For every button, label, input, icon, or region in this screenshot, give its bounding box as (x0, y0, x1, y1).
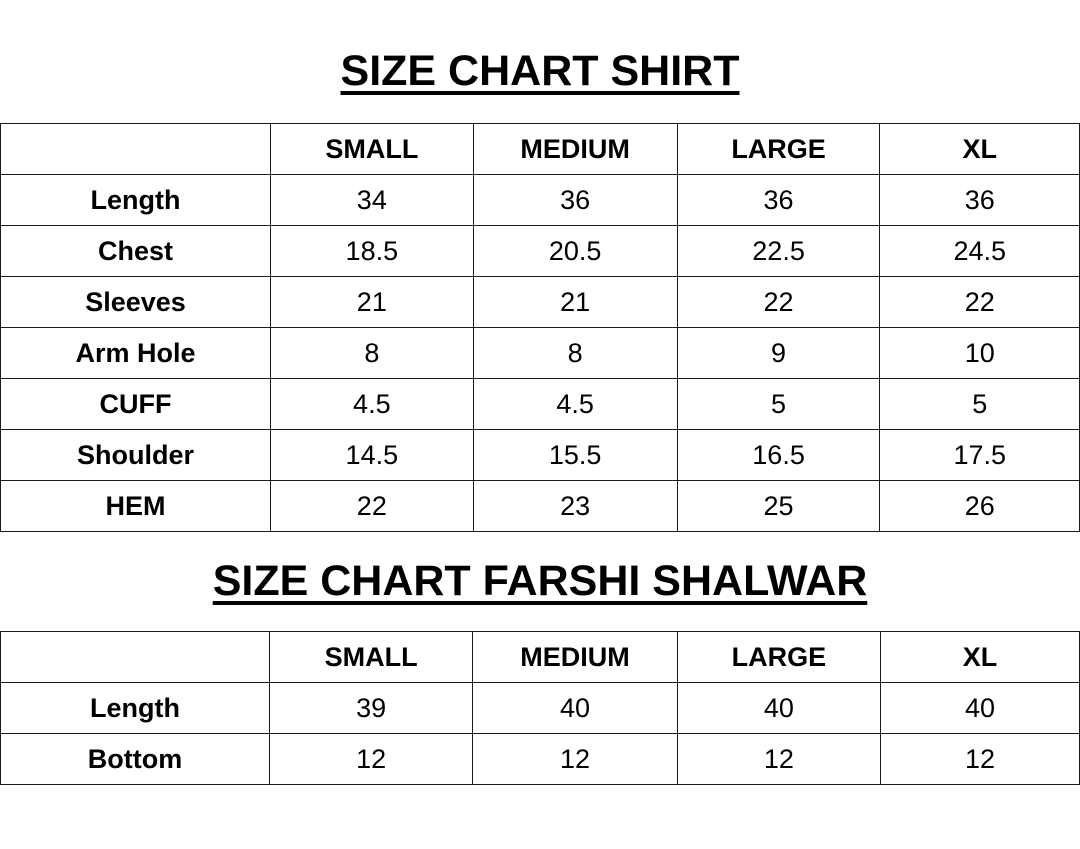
cell-large: 5 (677, 379, 880, 430)
header-cell-xl: XL (880, 124, 1080, 175)
table-row (1, 379, 1080, 430)
row-label: Arm Hole (1, 328, 271, 379)
shirt-size-table (0, 123, 1080, 532)
table-row (1, 683, 1080, 734)
cell-small: 39 (270, 683, 473, 734)
header-cell-medium: MEDIUM (473, 632, 677, 683)
table-row (1, 175, 1080, 226)
cell-medium: 8 (473, 328, 677, 379)
header-cell-small: SMALL (270, 632, 473, 683)
cell-xl: 36 (880, 175, 1080, 226)
row-label: Length (1, 683, 270, 734)
table-row (1, 277, 1080, 328)
cell-xl: 26 (880, 481, 1080, 532)
row-label: Shoulder (1, 430, 271, 481)
row-label: Chest (1, 226, 271, 277)
cell-medium: 12 (473, 734, 677, 785)
cell-small: 18.5 (270, 226, 473, 277)
cell-small: 12 (270, 734, 473, 785)
header-cell-xl: XL (881, 632, 1080, 683)
cell-large: 22 (677, 277, 880, 328)
cell-small: 14.5 (270, 430, 473, 481)
cell-medium: 40 (473, 683, 677, 734)
cell-small: 4.5 (270, 379, 473, 430)
row-label: HEM (1, 481, 271, 532)
header-cell-blank (1, 124, 271, 175)
row-label: Sleeves (1, 277, 271, 328)
table-row (1, 430, 1080, 481)
header-cell-blank (1, 632, 270, 683)
cell-large: 36 (677, 175, 880, 226)
shirt-chart-title: SIZE CHART SHIRT (340, 47, 740, 95)
table-header-row (1, 124, 1080, 175)
cell-xl: 10 (880, 328, 1080, 379)
header-cell-large: LARGE (677, 124, 880, 175)
row-label: Bottom (1, 734, 270, 785)
cell-medium: 15.5 (473, 430, 677, 481)
table-row (1, 481, 1080, 532)
cell-large: 16.5 (677, 430, 880, 481)
cell-xl: 22 (880, 277, 1080, 328)
cell-small: 8 (270, 328, 473, 379)
table-row (1, 734, 1080, 785)
cell-small: 34 (270, 175, 473, 226)
table-header-row (1, 632, 1080, 683)
cell-large: 9 (677, 328, 880, 379)
cell-xl: 40 (881, 683, 1080, 734)
row-label: Length (1, 175, 271, 226)
table-row (1, 226, 1080, 277)
cell-medium: 23 (473, 481, 677, 532)
cell-medium: 4.5 (473, 379, 677, 430)
row-label: CUFF (1, 379, 271, 430)
cell-medium: 36 (473, 175, 677, 226)
header-cell-medium: MEDIUM (473, 124, 677, 175)
farshi-shalwar-size-chart-block (0, 532, 1080, 785)
cell-large: 22.5 (677, 226, 880, 277)
header-cell-large: LARGE (677, 632, 880, 683)
farshi-shalwar-chart-title: SIZE CHART FARSHI SHALWAR (212, 557, 868, 605)
cell-large: 12 (677, 734, 880, 785)
cell-xl: 24.5 (880, 226, 1080, 277)
cell-xl: 12 (881, 734, 1080, 785)
cell-small: 21 (270, 277, 473, 328)
farshi-shalwar-size-table (0, 631, 1080, 785)
cell-medium: 20.5 (473, 226, 677, 277)
header-cell-small: SMALL (270, 124, 473, 175)
cell-xl: 17.5 (880, 430, 1080, 481)
cell-small: 22 (270, 481, 473, 532)
cell-medium: 21 (473, 277, 677, 328)
cell-large: 25 (677, 481, 880, 532)
table-row (1, 328, 1080, 379)
cell-large: 40 (677, 683, 880, 734)
cell-xl: 5 (880, 379, 1080, 430)
